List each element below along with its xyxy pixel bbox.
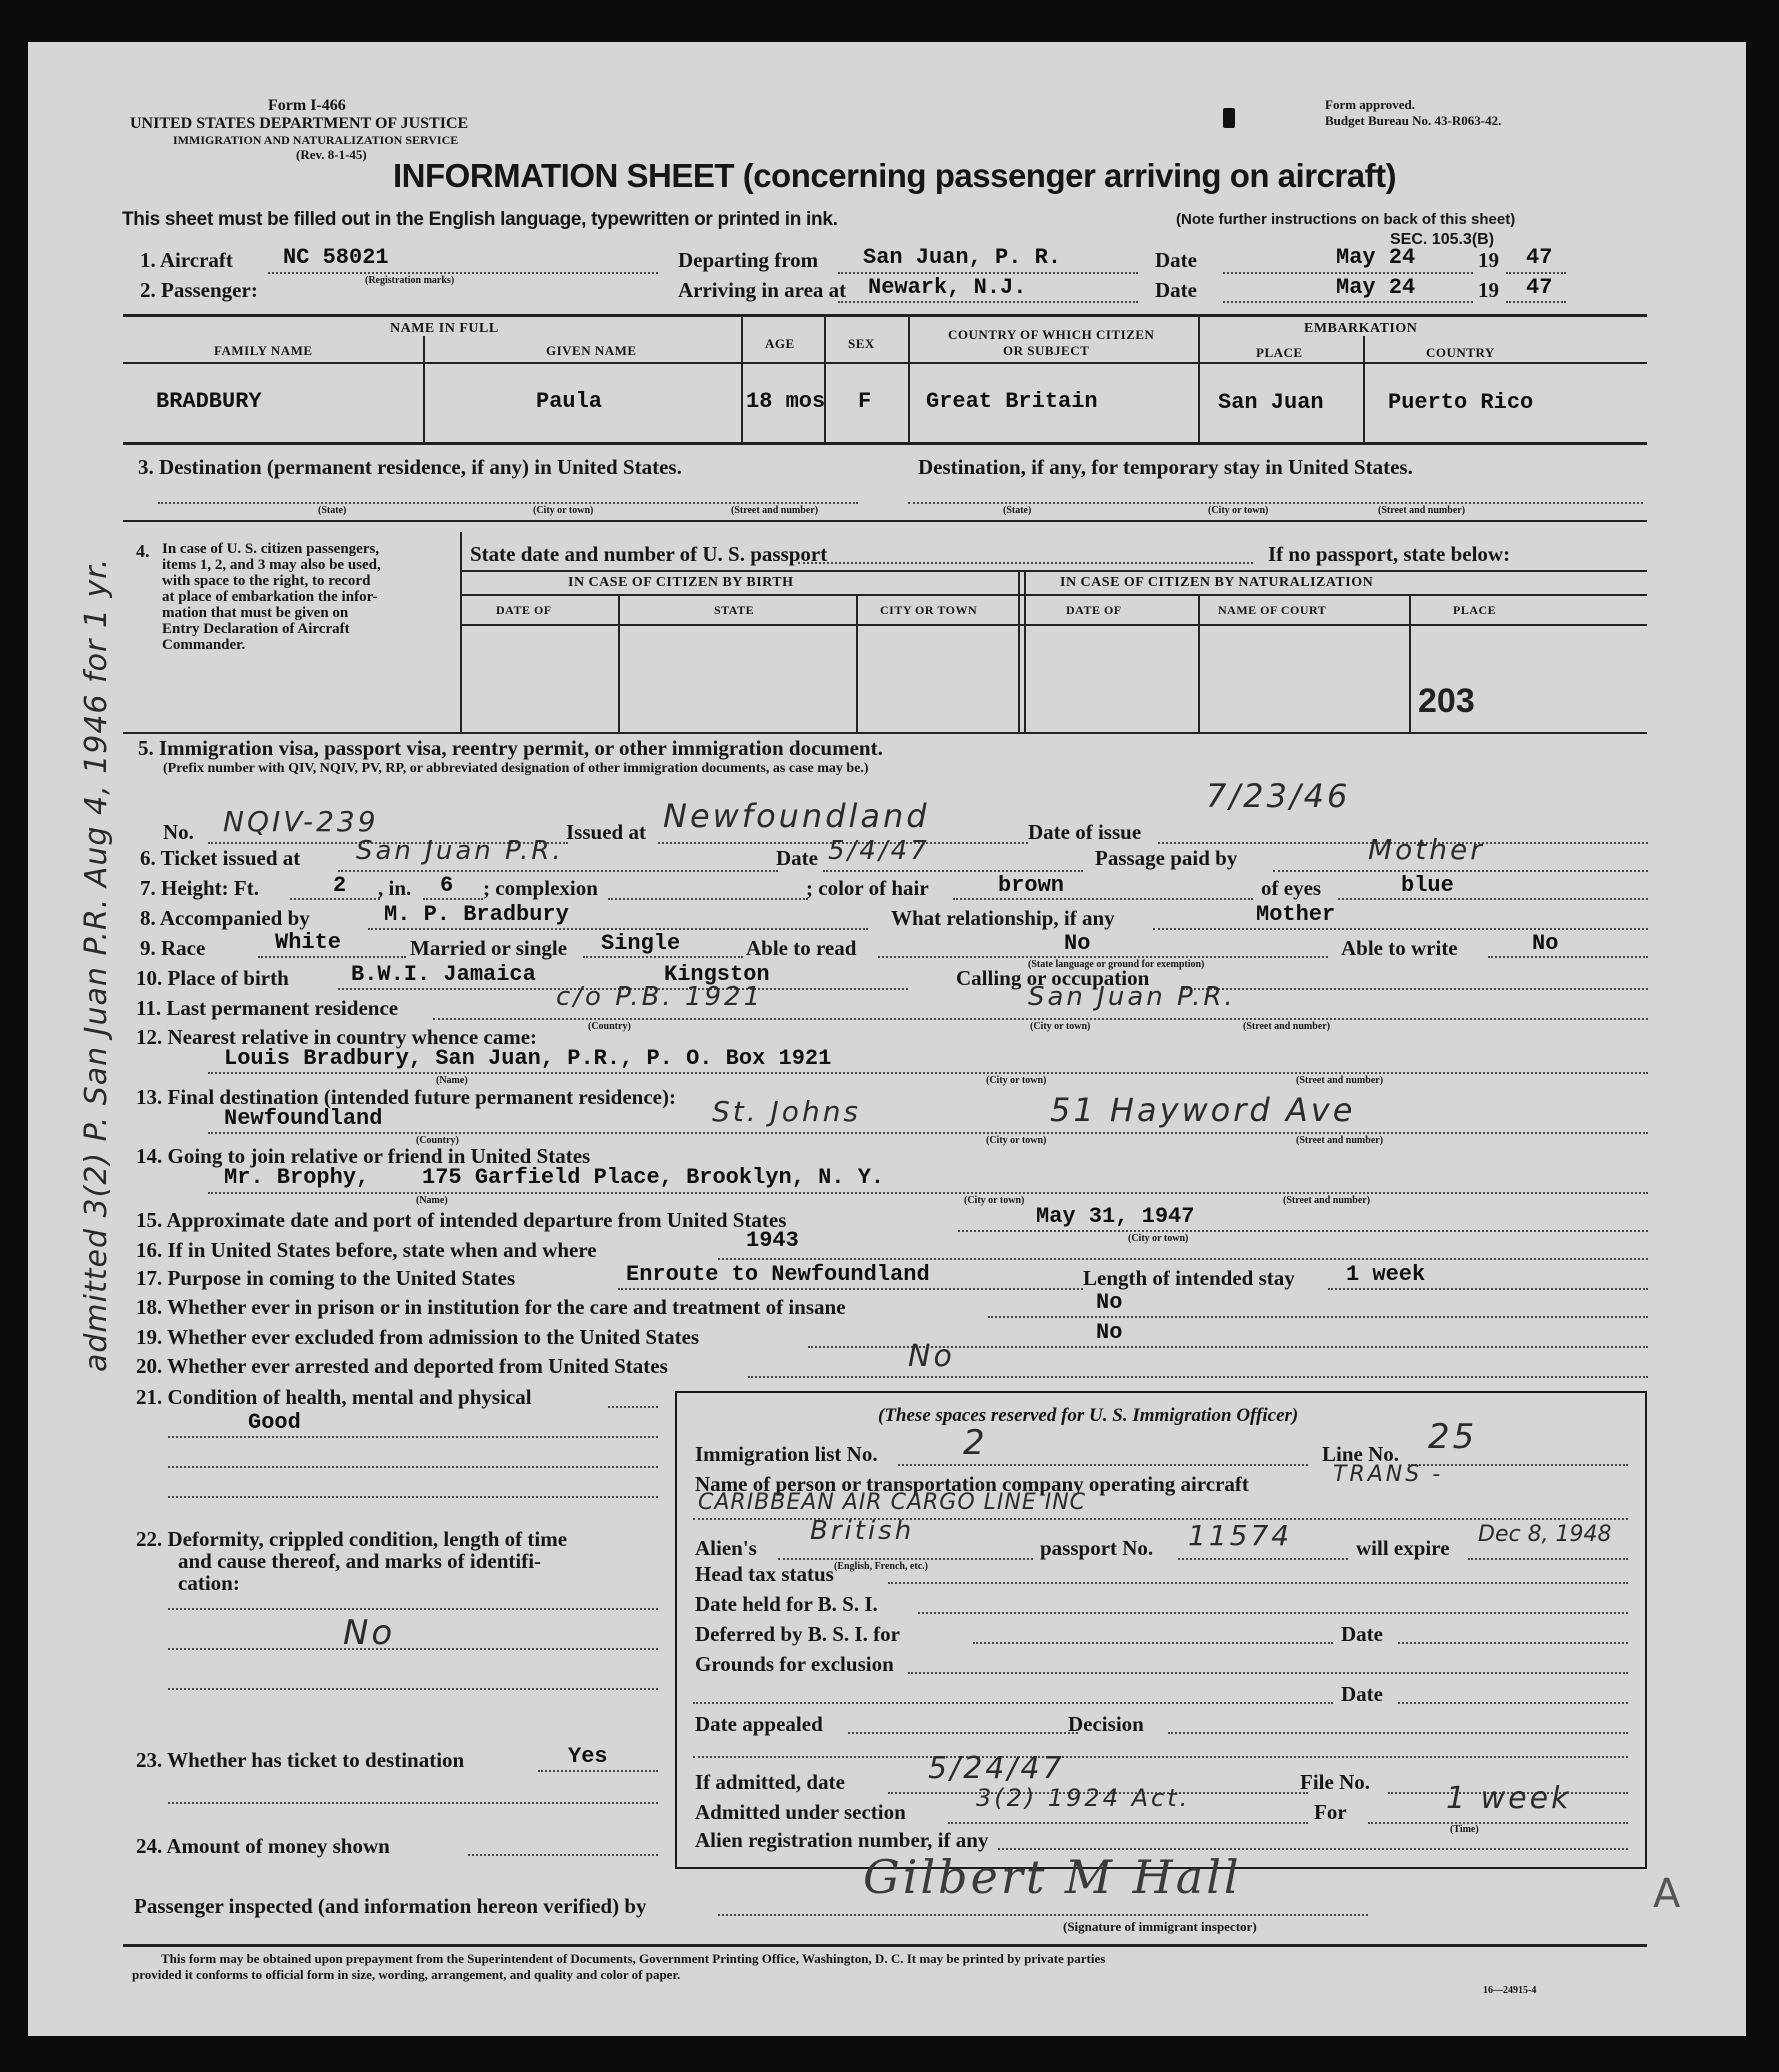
join-city-caption: (City or town) — [964, 1195, 1025, 1206]
marital-label: Married or single — [410, 936, 568, 960]
last-residence-value: c/o P.B. 1921 — [556, 982, 764, 1012]
complexion-label: ; complexion — [483, 876, 598, 900]
family-name-header: FAMILY NAME — [214, 343, 313, 358]
item-4-intro-line: with space to the right, to record — [162, 573, 371, 589]
ink-blot — [1223, 108, 1235, 128]
alien-passport-label: passport No. — [1040, 1536, 1154, 1560]
item-4-intro-line: Entry Declaration of Aircraft — [162, 621, 350, 637]
birth-state-header: STATE — [714, 603, 755, 617]
final-street-caption: (Street and number) — [1296, 1135, 1384, 1146]
country-header-2: OR SUBJECT — [1003, 343, 1090, 358]
nationality-caption: (English, French, etc.) — [834, 1561, 928, 1572]
temp-state-caption: (State) — [1003, 505, 1032, 516]
hair-value: brown — [998, 873, 1065, 898]
arrival-date-label: Date — [1155, 278, 1197, 302]
footer-code: 16—24915-4 — [1483, 1985, 1537, 1996]
relative-city-caption: (City or town) — [986, 1075, 1047, 1086]
section-stamp: SEC. 105.3(B) — [1390, 231, 1495, 248]
line-no-label: Line No. — [1322, 1442, 1400, 1466]
res-country-caption: (Country) — [588, 1021, 631, 1032]
age-header: AGE — [765, 336, 795, 351]
temp-city-caption: (City or town) — [1208, 505, 1269, 516]
ticket-destination-label: 23. Whether has ticket to destination — [136, 1748, 465, 1772]
departing-value: San Juan, P. R. — [863, 245, 1062, 270]
accompanied-value: M. P. Bradbury — [384, 902, 569, 927]
ticket-label: 6. Ticket issued at — [140, 846, 301, 870]
no-passport-label: If no passport, state below: — [1268, 542, 1511, 566]
previous-visit-value: 1943 — [746, 1228, 799, 1253]
birth-date-header: DATE OF — [496, 603, 552, 617]
height-label: 7. Height: Ft. — [140, 876, 259, 900]
citizen-by-naturalization-header: IN CASE OF CITIZEN BY NATURALIZATION — [1060, 575, 1374, 590]
relative-value: Louis Bradbury, San Juan, P.R., P. O. Box 1921 — [224, 1046, 832, 1071]
revision: (Rev. 8-1-45) — [296, 147, 367, 162]
margin-note: admitted 3(2) P. San Juan P.R. Aug 4, 1946 for 1 yr. — [79, 557, 114, 1372]
alien-passport-value: 11574 — [1188, 1519, 1293, 1552]
height-ft-value: 2 — [333, 873, 347, 898]
departure-date: May 24 — [1336, 245, 1416, 270]
relative-name-caption: (Name) — [436, 1075, 468, 1086]
res-street-caption: (Street and number) — [1243, 1021, 1331, 1032]
date-of-issue-label: Date of issue — [1028, 820, 1142, 844]
visa-label: 5. Immigration visa, passport visa, reentry permit, or other immigration document. — [138, 736, 883, 760]
age-value: 18 mos — [746, 389, 826, 414]
final-city-caption: (City or town) — [986, 1135, 1047, 1146]
given-name-header: GIVEN NAME — [546, 343, 637, 358]
immigration-list-value: 2 — [963, 1423, 988, 1463]
officer-header: (These spaces reserved for U. S. Immigration Officer) — [878, 1405, 1299, 1426]
final-destination-city: St. Johns — [712, 1095, 862, 1128]
admitted-date-value: 5/24/47 — [928, 1751, 1065, 1786]
embarkation-header: EMBARKATION — [1304, 321, 1418, 336]
visa-no-label: No. — [163, 820, 194, 844]
departure-city-caption: (City or town) — [1128, 1233, 1189, 1244]
country-header-1: COUNTRY OF WHICH CITIZEN — [948, 327, 1155, 342]
ticket-date: 5/4/47 — [828, 836, 930, 866]
final-destination-street: 51 Hayword Ave — [1050, 1091, 1356, 1129]
nationality-value: British — [810, 1516, 915, 1546]
money-label: 24. Amount of money shown — [136, 1834, 390, 1858]
eyes-label: of eyes — [1261, 876, 1322, 900]
excluded-label: 19. Whether ever excluded from admission to the United States — [136, 1325, 700, 1349]
deferred-label: Deferred by B. S. I. for — [695, 1622, 900, 1646]
deformity-value: No — [343, 1613, 396, 1653]
embark-country-header: COUNTRY — [1426, 345, 1495, 360]
last-residence-label: 11. Last permanent residence — [136, 996, 399, 1020]
issued-at-value: Newfoundland — [663, 797, 930, 835]
aircraft-label: 1. Aircraft — [140, 248, 233, 272]
passage-paid-label: Passage paid by — [1095, 846, 1238, 870]
signature-caption: (Signature of immigrant inspector) — [1063, 1919, 1257, 1934]
last-residence-city: San Juan P.R. — [1028, 982, 1236, 1012]
occupation-label: Calling or occupation — [956, 966, 1150, 990]
deformity-label-1: 22. Deformity, crippled condition, length of time — [136, 1527, 568, 1551]
sex-value: F — [858, 389, 872, 414]
section-value: 3(2) 1924 Act. — [976, 1784, 1191, 1812]
form-sheet — [28, 42, 1746, 2036]
dest-state-caption: (State) — [318, 505, 347, 516]
join-relative-label: 14. Going to join relative or friend in United States — [136, 1144, 591, 1168]
item-4-number: 4. — [136, 541, 150, 561]
final-country-caption: (Country) — [416, 1135, 459, 1146]
ticket-issued-at: San Juan P.R. — [356, 836, 564, 866]
race-value: White — [275, 930, 342, 955]
visa-no-value: NQIV-239 — [223, 805, 379, 838]
exclusion-date-label: Date — [1341, 1682, 1383, 1706]
departure-date-label: Date — [1155, 248, 1197, 272]
health-label: 21. Condition of health, mental and physical — [136, 1385, 532, 1409]
item-4-intro-line: at place of embarkation the infor- — [162, 589, 378, 605]
write-label: Able to write — [1341, 936, 1458, 960]
passenger-label: 2. Passenger: — [140, 278, 258, 302]
temp-street-caption: (Street and number) — [1378, 505, 1466, 516]
instruction-line: This sheet must be filled out in the English language, typewritten or printed in ink. — [122, 209, 838, 230]
birthplace-country: B.W.I. Jamaica — [351, 962, 536, 987]
arrival-date: May 24 — [1336, 275, 1416, 300]
aircraft-value: NC 58021 — [283, 245, 389, 270]
item-4-intro-line: In case of U. S. citizen passengers, — [162, 541, 380, 557]
deported-label: 20. Whether ever arrested and deported from United States — [136, 1354, 668, 1378]
res-city-caption: (City or town) — [1030, 1021, 1091, 1032]
inspected-label: Passenger inspected (and information hereon verified) by — [134, 1894, 647, 1918]
nat-date-header: DATE OF — [1066, 603, 1122, 617]
court-header: NAME OF COURT — [1218, 603, 1327, 617]
embark-place-value: San Juan — [1218, 390, 1324, 415]
visa-sublabel: (Prefix number with QIV, NQIV, PV, RP, or abbreviated designation of other immigration documents, as case may be.) — [163, 761, 869, 776]
health-value: Good — [248, 1410, 301, 1435]
line-no-value: 25 — [1428, 1417, 1478, 1457]
service: IMMIGRATION AND NATURALIZATION SERVICE — [173, 133, 459, 147]
company-label: Name of person or transportation company operating aircraft — [695, 1472, 1249, 1496]
footer-line-1: This form may be obtained upon prepayment from the Superintendent of Documents, Government Printing Office, Washington, D. C. It may be printed by private parties — [161, 1951, 1106, 1966]
nat-place-header: PLACE — [1453, 603, 1497, 617]
alien-registration-label: Alien registration number, if any — [695, 1828, 989, 1852]
temp-destination-label: Destination, if any, for temporary stay in United States. — [918, 455, 1413, 479]
dest-city-caption: (City or town) — [533, 505, 594, 516]
final-destination-label: 13. Final destination (intended future permanent residence): — [136, 1085, 676, 1109]
decision-label: Decision — [1068, 1712, 1144, 1736]
passage-paid-value: Mother — [1368, 833, 1485, 866]
birthplace-city: Kingston — [664, 962, 770, 987]
inspector-signature: Gilbert M Hall — [863, 1850, 1242, 1904]
date-of-issue-value: 7/23/46 — [1206, 777, 1351, 815]
passport-label: State date and number of U. S. passport — [470, 542, 828, 566]
prison-label: 18. Whether ever in prison or in institution for the care and treatment of insane — [136, 1295, 846, 1319]
form-approved: Form approved. — [1325, 97, 1416, 112]
given-name-value: Paula — [536, 389, 603, 414]
previous-visit-label: 16. If in United States before, state when and where — [136, 1238, 597, 1262]
departing-label: Departing from — [678, 248, 819, 272]
form-number: Form I-466 — [268, 97, 346, 114]
stay-value: 1 week — [1346, 1262, 1426, 1287]
deformity-label-2: and cause thereof, and marks of identifi- — [178, 1549, 542, 1573]
accompanied-label: 8. Accompanied by — [140, 906, 310, 930]
admitted-date-label: If admitted, date — [695, 1770, 845, 1794]
page-title: INFORMATION SHEET (concerning passenger arriving on aircraft) — [393, 157, 1397, 194]
ticket-date-label: Date — [776, 846, 818, 870]
alien-label: Alien's — [695, 1536, 757, 1560]
relationship-label: What relationship, if any — [891, 906, 1115, 930]
embark-country-value: Puerto Rico — [1388, 390, 1534, 415]
deformity-label-3: cation: — [178, 1571, 240, 1595]
arrival-year-prefix: 19 — [1478, 278, 1499, 302]
write-value: No — [1532, 931, 1559, 956]
relationship-value: Mother — [1256, 902, 1336, 927]
budget-bureau: Budget Bureau No. 43-R063-42. — [1325, 113, 1502, 128]
departure-value: May 31, 1947 — [1036, 1204, 1195, 1229]
department: UNITED STATES DEPARTMENT OF JUSTICE — [130, 115, 469, 132]
purpose-value: Enroute to Newfoundland — [626, 1262, 930, 1287]
read-exemption-caption: (State language or ground for exemption) — [1028, 959, 1205, 970]
purpose-label: 17. Purpose in coming to the United States — [136, 1266, 516, 1290]
stay-label: Length of intended stay — [1083, 1266, 1295, 1290]
stamp-203: 203 — [1418, 682, 1475, 720]
footer-line-2: provided it conforms to official form in size, wording, arrangement, and quality and color of paper. — [132, 1967, 681, 1982]
hair-label: ; color of hair — [806, 876, 929, 900]
time-caption: (Time) — [1450, 1824, 1479, 1835]
excluded-value: No — [1096, 1320, 1123, 1345]
deported-value: No — [908, 1339, 955, 1374]
citizen-by-birth-header: IN CASE OF CITIZEN BY BIRTH — [568, 575, 794, 590]
section-label: Admitted under section — [695, 1800, 906, 1824]
birthplace-label: 10. Place of birth — [136, 966, 289, 990]
company-value-2: CARIBBEAN AIR CARGO LINE INC — [698, 1490, 1087, 1515]
company-value-1: TRANS - — [1333, 1462, 1444, 1487]
item-4-intro-line: Commander. — [162, 637, 246, 653]
instruction-note: (Note further instructions on back of this sheet) — [1176, 211, 1516, 228]
join-street-caption: (Street and number) — [1283, 1195, 1371, 1206]
join-relative-value: Mr. Brophy, 175 Garfield Place, Brooklyn, N. Y. — [224, 1165, 885, 1190]
grounds-label: Grounds for exclusion — [695, 1652, 894, 1676]
family-name-value: BRADBURY — [156, 389, 262, 414]
citizen-value: Great Britain — [926, 389, 1098, 414]
birth-city-header: CITY OR TOWN — [880, 603, 978, 617]
immigration-list-label: Immigration list No. — [695, 1442, 878, 1466]
read-value: No — [1064, 931, 1091, 956]
join-name-caption: (Name) — [416, 1195, 448, 1206]
expire-value: Dec 8, 1948 — [1478, 1522, 1612, 1547]
relative-label: 12. Nearest relative in country whence came: — [136, 1025, 538, 1049]
race-label: 9. Race — [140, 936, 206, 960]
issued-at-label: Issued at — [566, 820, 646, 844]
marital-value: Single — [601, 931, 681, 956]
item-4-intro-line: items 1, 2, and 3 may also be used, — [162, 557, 381, 573]
date-held-label: Date held for B. S. I. — [695, 1592, 878, 1616]
departure-label: 15. Approximate date and port of intended departure from United States — [136, 1208, 787, 1232]
place-header: PLACE — [1256, 345, 1303, 360]
registration-caption: (Registration marks) — [365, 275, 455, 286]
corner-mark: A — [1653, 1871, 1681, 1917]
file-no-label: File No. — [1300, 1770, 1370, 1794]
item-4-intro-line: mation that must be given on — [162, 605, 349, 621]
appealed-label: Date appealed — [695, 1712, 823, 1736]
for-value: 1 week — [1446, 1781, 1572, 1816]
dest-street-caption: (Street and number) — [731, 505, 819, 516]
arriving-label: Arriving in area at — [678, 278, 847, 302]
height-in-value: 6 — [440, 873, 454, 898]
height-in-label: , in. — [378, 876, 412, 900]
sex-header: SEX — [848, 336, 875, 351]
ticket-destination-value: Yes — [568, 1744, 608, 1769]
departure-year: 47 — [1526, 245, 1553, 270]
head-tax-label: Head tax status — [695, 1562, 834, 1586]
read-label: Able to read — [746, 936, 857, 960]
eyes-value: blue — [1401, 873, 1454, 898]
arrival-year: 47 — [1526, 275, 1553, 300]
name-in-full-header: NAME IN FULL — [390, 321, 499, 336]
prison-value: No — [1096, 1290, 1123, 1315]
relative-street-caption: (Street and number) — [1296, 1075, 1384, 1086]
expire-label: will expire — [1356, 1536, 1450, 1560]
for-label: For — [1314, 1800, 1347, 1824]
final-destination-country: Newfoundland — [224, 1106, 383, 1131]
destination-label: 3. Destination (permanent residence, if any) in United States. — [138, 455, 682, 479]
deferred-date-label: Date — [1341, 1622, 1383, 1646]
arriving-value: Newark, N.J. — [868, 275, 1027, 300]
departure-year-prefix: 19 — [1478, 248, 1499, 272]
